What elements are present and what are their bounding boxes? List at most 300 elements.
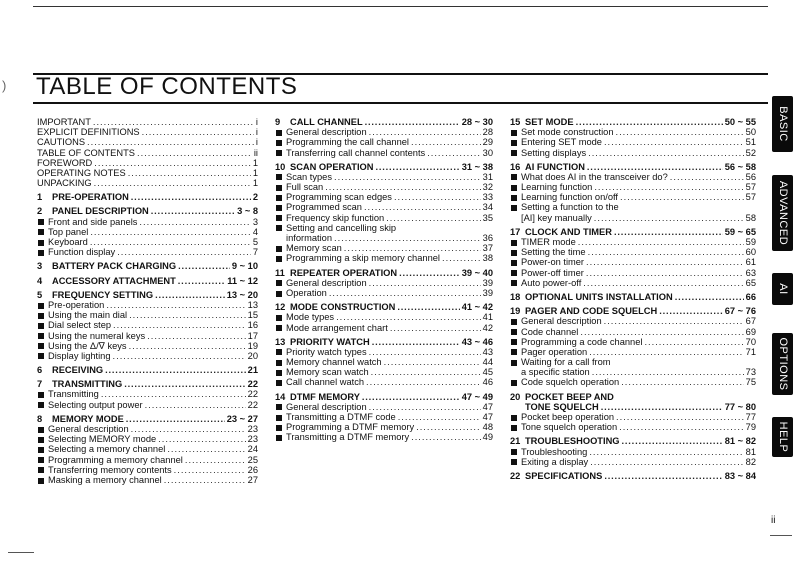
toc-section-heading-cont[interactable] — [510, 402, 756, 412]
toc-subentry[interactable] — [510, 237, 756, 247]
toc-subentry[interactable] — [275, 172, 493, 182]
entry-title: Entering SET mode — [521, 137, 602, 148]
page-ref: 25 — [247, 454, 258, 465]
toc-entry[interactable] — [37, 117, 258, 127]
entry-title — [37, 290, 153, 300]
page-ref: 28 — [482, 127, 493, 138]
entry-title: Selecting MEMORY mode — [48, 434, 157, 445]
page-ref: 42 — [482, 322, 493, 333]
section-label: SPECIFICATIONS — [525, 470, 603, 481]
toc-subentry[interactable] — [37, 217, 258, 227]
page-ref: 81 ~ 82 — [724, 436, 756, 447]
dot-leader — [164, 475, 246, 485]
entry-title: Transmitting a DTMF code — [286, 412, 396, 423]
page-ref: 43 — [482, 346, 493, 357]
page-ref: 13 — [247, 299, 258, 310]
dot-leader — [376, 162, 460, 172]
page-ref: 51 — [745, 137, 756, 148]
section-number: 14 — [275, 391, 286, 402]
toc-section-heading[interactable] — [510, 162, 756, 172]
bottom-mark-right — [770, 535, 792, 536]
toc-section-heading[interactable] — [510, 471, 756, 481]
page-ref: 39 — [482, 277, 493, 288]
toc-subentry[interactable] — [510, 268, 756, 278]
page-ref: i — [255, 127, 258, 138]
dot-leader — [614, 227, 723, 237]
dot-leader — [371, 367, 481, 377]
page-ref: 57 — [745, 182, 756, 193]
toc-subentry[interactable] — [510, 182, 756, 192]
toc-subentry[interactable] — [37, 400, 258, 410]
toc-section-heading[interactable] — [37, 192, 258, 202]
section-label: TROUBLESHOOTING — [525, 436, 620, 447]
entry-title: Keyboard — [48, 237, 88, 248]
toc-subentry[interactable] — [510, 327, 756, 337]
toc-section-heading[interactable] — [37, 207, 258, 217]
dot-leader — [147, 331, 246, 341]
page-ref: 17 — [247, 330, 258, 341]
section-label: BATTERY PACK CHARGING — [52, 261, 177, 272]
section-number: 15 — [510, 116, 521, 127]
toc-subentry[interactable] — [275, 137, 493, 147]
entry-title: CAUTIONS — [37, 137, 86, 148]
toc-subentry[interactable] — [275, 432, 493, 442]
page-ref: 30 — [482, 147, 493, 158]
toc-section-heading[interactable] — [510, 117, 756, 127]
tab-advanced[interactable]: ADVANCED — [772, 175, 793, 251]
dot-leader — [129, 310, 246, 320]
toc-subentry[interactable] — [275, 278, 493, 288]
toc-section-heading[interactable] — [275, 162, 493, 172]
page-ref: 82 — [745, 456, 756, 467]
tab-options[interactable]: OPTIONS — [772, 333, 793, 395]
toc-subentry[interactable] — [275, 347, 493, 357]
section-number: 2 — [37, 206, 43, 217]
dot-leader — [659, 306, 722, 316]
entry-title: Set mode construction — [521, 127, 614, 138]
toc-subentry[interactable] — [37, 310, 258, 320]
dot-leader — [586, 268, 744, 278]
page-ref: 7 — [252, 247, 258, 258]
entry-title: Code squelch operation — [521, 377, 620, 388]
toc-subentry[interactable] — [275, 357, 493, 367]
toc-entry[interactable] — [37, 137, 258, 147]
section-label: POCKET BEEP AND — [525, 391, 614, 402]
section-label: TRANSMITTING — [52, 379, 123, 390]
dot-leader — [369, 127, 481, 137]
dot-leader — [364, 202, 481, 212]
dot-leader — [397, 302, 459, 312]
toc-subentry[interactable] — [37, 390, 258, 400]
dot-leader — [185, 455, 246, 465]
page-ref: 39 — [482, 287, 493, 298]
page-ref: 63 — [745, 267, 756, 278]
entry-title: Setting the time — [521, 247, 586, 258]
toc-subentry[interactable] — [37, 434, 258, 444]
toc-section-heading[interactable] — [510, 436, 756, 446]
entry-title: TABLE OF CONTENTS — [37, 147, 135, 158]
entry-title: Pager operation — [521, 346, 588, 357]
toc-subentry[interactable] — [37, 455, 258, 465]
dot-leader — [131, 192, 251, 202]
page-ref: 47 — [482, 401, 493, 412]
toc-entry[interactable] — [37, 178, 258, 188]
page-ref: 26 — [247, 464, 258, 475]
entry-label-cont: a specific station — [521, 367, 590, 378]
section-number: 7 — [37, 379, 43, 390]
toc-subentry[interactable] — [510, 457, 756, 467]
dot-leader — [590, 457, 743, 467]
dot-leader — [105, 365, 246, 375]
entry-title: Pre-operation — [48, 299, 105, 310]
entry-title — [275, 302, 395, 312]
section-label: CLOCK AND TIMER — [525, 226, 612, 237]
entry-title: Tone squelch operation — [521, 422, 618, 433]
entry-title — [37, 192, 129, 202]
page-ref: 50 — [745, 127, 756, 138]
entry-title: Top panel — [48, 226, 89, 237]
entry-title: Transmitting — [48, 389, 99, 400]
section-number: 18 — [510, 291, 521, 302]
toc-subentry[interactable] — [37, 475, 258, 485]
entry-title: Learning function — [521, 182, 593, 193]
toc-subentry[interactable] — [510, 257, 756, 267]
page-ref: 33 — [482, 192, 493, 203]
page-ref: 27 — [247, 474, 258, 485]
toc-subentry[interactable] — [275, 182, 493, 192]
toc-subentry[interactable] — [510, 247, 756, 257]
page-ref: ii — [253, 147, 258, 158]
entry-title: Call channel watch — [286, 377, 365, 388]
toc-subentry[interactable] — [275, 412, 493, 422]
toc-entry[interactable] — [37, 127, 258, 137]
toc-subentry[interactable] — [510, 316, 756, 326]
entry-title: General description — [286, 401, 367, 412]
page-ref: 52 — [745, 147, 756, 158]
toc-section-heading[interactable] — [510, 392, 756, 402]
toc-subentry[interactable] — [510, 357, 756, 367]
toc-subentry[interactable] — [37, 351, 258, 361]
toc-subentry[interactable] — [275, 243, 493, 253]
toc-subentry[interactable] — [37, 247, 258, 257]
toc-subentry[interactable] — [510, 137, 756, 147]
toc-subentry[interactable] — [275, 148, 493, 158]
toc-subentry[interactable] — [275, 127, 493, 137]
page-ref: 35 — [482, 212, 493, 223]
entry-title — [37, 414, 124, 424]
entry-title: Mode arrangement chart — [286, 322, 388, 333]
toc-subentry[interactable] — [275, 422, 493, 432]
entry-title: Memory channel watch — [286, 357, 382, 368]
entry-title: Programming the call channel — [286, 137, 409, 148]
entry-title: Scan types — [286, 171, 332, 182]
dot-leader — [416, 422, 481, 432]
section-label: PAGER AND CODE SQUELCH — [525, 306, 658, 317]
section-label: DTMF MEMORY — [290, 391, 360, 402]
dot-leader — [362, 392, 460, 402]
dot-leader — [167, 444, 245, 454]
dot-leader — [583, 278, 743, 288]
toc-entry[interactable] — [37, 148, 258, 158]
page-ref: 77 — [745, 412, 756, 423]
page-ref: 34 — [482, 202, 493, 213]
toc-section-heading[interactable] — [37, 276, 258, 286]
page-ref: 3 — [252, 216, 258, 227]
section-label: FREQUENCY SETTING — [52, 289, 154, 300]
dot-leader — [604, 316, 744, 326]
dot-leader — [151, 206, 235, 216]
entry-title: OPERATING NOTES — [37, 167, 126, 178]
section-number: 3 — [37, 261, 43, 272]
dot-leader — [442, 253, 481, 263]
entry-title: Code channel — [521, 326, 579, 337]
entry-title: Front and side panels — [48, 216, 138, 227]
page-ref: 59 — [745, 237, 756, 248]
toc-subentry-cont[interactable] — [510, 367, 756, 377]
page-ref: 71 — [745, 346, 756, 357]
page-ref: i — [255, 137, 258, 148]
toc-section-heading[interactable] — [275, 337, 493, 347]
entry-title — [37, 206, 149, 216]
dot-leader — [178, 261, 230, 271]
toc-subentry[interactable] — [37, 237, 258, 247]
toc-entry[interactable] — [37, 168, 258, 178]
dot-leader — [398, 412, 481, 422]
entry-title: General description — [48, 424, 129, 435]
entry-title: IMPORTANT — [37, 116, 91, 127]
dot-leader — [90, 237, 251, 247]
page-ref: 45 — [482, 367, 493, 378]
toc-section-heading[interactable] — [275, 268, 493, 278]
section-label: PRE-OPERATION — [52, 192, 129, 203]
toc-subentry[interactable] — [275, 253, 493, 263]
dot-leader — [620, 192, 744, 202]
toc-section-heading[interactable] — [275, 117, 493, 127]
toc-subentry[interactable] — [510, 172, 756, 182]
dot-leader — [580, 327, 743, 337]
entry-title: Selecting output power — [48, 399, 143, 410]
toc-subentry[interactable] — [37, 320, 258, 330]
entry-title: Exiting a display — [521, 456, 589, 467]
section-number: 11 — [275, 267, 285, 278]
toc-subentry[interactable] — [510, 347, 756, 357]
entry-title — [510, 162, 585, 172]
toc-subentry[interactable] — [37, 465, 258, 475]
toc-subentry[interactable] — [510, 203, 756, 213]
toc-subentry[interactable] — [275, 312, 493, 322]
page-ref: 48 — [482, 422, 493, 433]
entry-title — [275, 392, 360, 402]
section-label: PANEL DESCRIPTION — [52, 206, 149, 217]
toc-section-heading[interactable] — [275, 392, 493, 402]
entry-title: Using the main dial — [48, 310, 128, 321]
dot-leader — [427, 148, 480, 158]
toc-subentry[interactable] — [510, 447, 756, 457]
toc-subentry[interactable] — [510, 148, 756, 158]
entry-label-cont: [AI] key manually — [521, 212, 592, 223]
entry-title: Programming scan edges — [286, 192, 392, 203]
dot-leader — [113, 320, 246, 330]
page-ref: 65 — [745, 277, 756, 288]
section-number: 12 — [275, 302, 286, 313]
toc-subentry[interactable] — [275, 288, 493, 298]
page-ref: 31 ~ 38 — [461, 161, 493, 172]
toc-subentry[interactable] — [275, 213, 493, 223]
section-label: SET MODE — [525, 116, 574, 127]
entry-title: Selecting a memory channel — [48, 444, 166, 455]
page-ref: 21 — [247, 365, 258, 376]
entry-title: Transmitting a DTMF memory — [286, 432, 410, 443]
toc-section-heading[interactable] — [37, 365, 258, 375]
margin-mark: ) — [2, 78, 7, 93]
page-ref: 67 ~ 76 — [724, 306, 756, 317]
toc-section-heading[interactable] — [37, 290, 258, 300]
page-ref: 46 — [482, 377, 493, 388]
dot-leader — [675, 292, 744, 302]
section-number: 20 — [510, 391, 521, 402]
dot-leader — [601, 402, 723, 412]
page-ref: 15 — [247, 310, 258, 321]
tab-basic[interactable]: BASIC — [772, 96, 793, 152]
entry-title: Dial select step — [48, 320, 112, 331]
entry-title: FOREWORD — [37, 157, 93, 168]
entry-title: Full scan — [286, 182, 324, 193]
dot-leader — [129, 341, 246, 351]
page-ref: 2 — [252, 192, 258, 203]
toc-section-heading[interactable] — [275, 302, 493, 312]
toc-subentry[interactable] — [510, 337, 756, 347]
entry-title — [275, 268, 397, 278]
toc-subentry-cont[interactable] — [275, 233, 493, 243]
entry-title: Troubleshooting — [521, 446, 588, 457]
section-label: PRIORITY WATCH — [290, 336, 370, 347]
page-ref: 38 — [482, 253, 493, 264]
toc-subentry[interactable] — [37, 444, 258, 454]
section-number: 16 — [510, 161, 521, 172]
dot-leader — [117, 247, 251, 257]
dot-leader — [604, 137, 744, 147]
toc-subentry[interactable] — [510, 192, 756, 202]
entry-title: General description — [286, 127, 367, 138]
toc-subentry[interactable] — [275, 402, 493, 412]
dot-leader — [576, 117, 723, 127]
toc-section-heading[interactable] — [510, 227, 756, 237]
entry-title — [510, 471, 602, 481]
dot-leader — [386, 213, 480, 223]
toc-subentry[interactable] — [510, 422, 756, 432]
page-ref: 77 ~ 80 — [724, 401, 756, 412]
entry-title — [37, 261, 176, 271]
dot-leader — [94, 158, 251, 168]
dot-leader — [621, 377, 743, 387]
toc-subentry[interactable] — [510, 378, 756, 388]
toc-subentry[interactable] — [510, 412, 756, 422]
section-number: 10 — [275, 161, 286, 172]
section-label: SCAN OPERATION — [290, 161, 374, 172]
section-number: 9 — [275, 116, 281, 127]
toc-subentry[interactable] — [275, 323, 493, 333]
page-ref: 67 — [745, 316, 756, 327]
page-ref: 22 — [247, 389, 258, 400]
page-ref: i — [255, 116, 258, 127]
entry-title: Transferring memory contents — [48, 464, 172, 475]
toc-subentry[interactable] — [37, 424, 258, 434]
tab-help[interactable]: HELP — [772, 417, 793, 457]
header-rule — [33, 6, 768, 7]
toc-section-heading[interactable] — [37, 379, 258, 389]
toc-subentry[interactable] — [510, 127, 756, 137]
toc-subentry-cont[interactable] — [510, 213, 756, 223]
page-ref: 59 ~ 65 — [724, 226, 756, 237]
dot-leader — [128, 168, 251, 178]
toc-subentry[interactable] — [275, 378, 493, 388]
toc-subentry[interactable] — [510, 278, 756, 288]
dot-leader — [334, 233, 481, 243]
page-ref: 1 — [252, 167, 258, 178]
entry-title — [275, 117, 363, 127]
dot-leader — [366, 377, 481, 387]
toc-subentry[interactable] — [37, 300, 258, 310]
page-ref: 16 — [247, 320, 258, 331]
section-label: AI FUNCTION — [525, 161, 585, 172]
section-label: MODE CONSTRUCTION — [290, 302, 396, 313]
toc-section-heading[interactable] — [510, 306, 756, 316]
toc-section-heading[interactable] — [37, 261, 258, 271]
dot-leader — [139, 217, 250, 227]
dot-leader — [390, 323, 481, 333]
section-label-cont: TONE SQUELCH — [525, 401, 599, 412]
entry-title: Power-on timer — [521, 257, 585, 268]
entry-label: Waiting for a call from — [521, 357, 611, 368]
toc-subentry[interactable] — [275, 367, 493, 377]
entry-title: Learning function on/off — [521, 192, 619, 203]
section-label: MEMORY MODE — [52, 413, 124, 424]
toc-subentry[interactable] — [275, 223, 493, 233]
dot-leader — [336, 312, 481, 322]
dot-leader — [174, 465, 246, 475]
toc-subentry[interactable] — [275, 192, 493, 202]
page-ref: 61 — [745, 257, 756, 268]
dot-leader — [369, 347, 481, 357]
entry-label: Setting a function to the — [521, 202, 619, 213]
toc-entry[interactable] — [37, 158, 258, 168]
toc-subentry[interactable] — [37, 331, 258, 341]
section-number: 17 — [510, 226, 521, 237]
page-ref: 23 — [247, 424, 258, 435]
page-ref: 75 — [745, 377, 756, 388]
toc-subentry[interactable] — [37, 227, 258, 237]
toc-section-heading[interactable] — [37, 414, 258, 424]
toc-section-heading[interactable] — [510, 292, 756, 302]
tab-ai[interactable]: AI — [772, 273, 793, 305]
dot-leader — [369, 402, 481, 412]
entry-label: Setting and cancelling skip — [286, 222, 397, 233]
dot-leader — [365, 117, 460, 127]
page-ref: 13 ~ 20 — [226, 289, 258, 300]
page-ref: 22 — [247, 399, 258, 410]
section-label: RECEIVING — [52, 365, 104, 376]
page-ref: 24 — [247, 444, 258, 455]
toc-subentry[interactable] — [37, 341, 258, 351]
dot-leader — [155, 290, 225, 300]
entry-title: Display lighting — [48, 350, 111, 361]
page-ref: 83 ~ 84 — [724, 470, 756, 481]
toc-subentry[interactable] — [275, 203, 493, 213]
entry-title: Operation — [286, 287, 327, 298]
dot-leader — [325, 182, 480, 192]
title-rule-bottom — [33, 102, 768, 104]
entry-title: Pocket beep operation — [521, 412, 615, 423]
